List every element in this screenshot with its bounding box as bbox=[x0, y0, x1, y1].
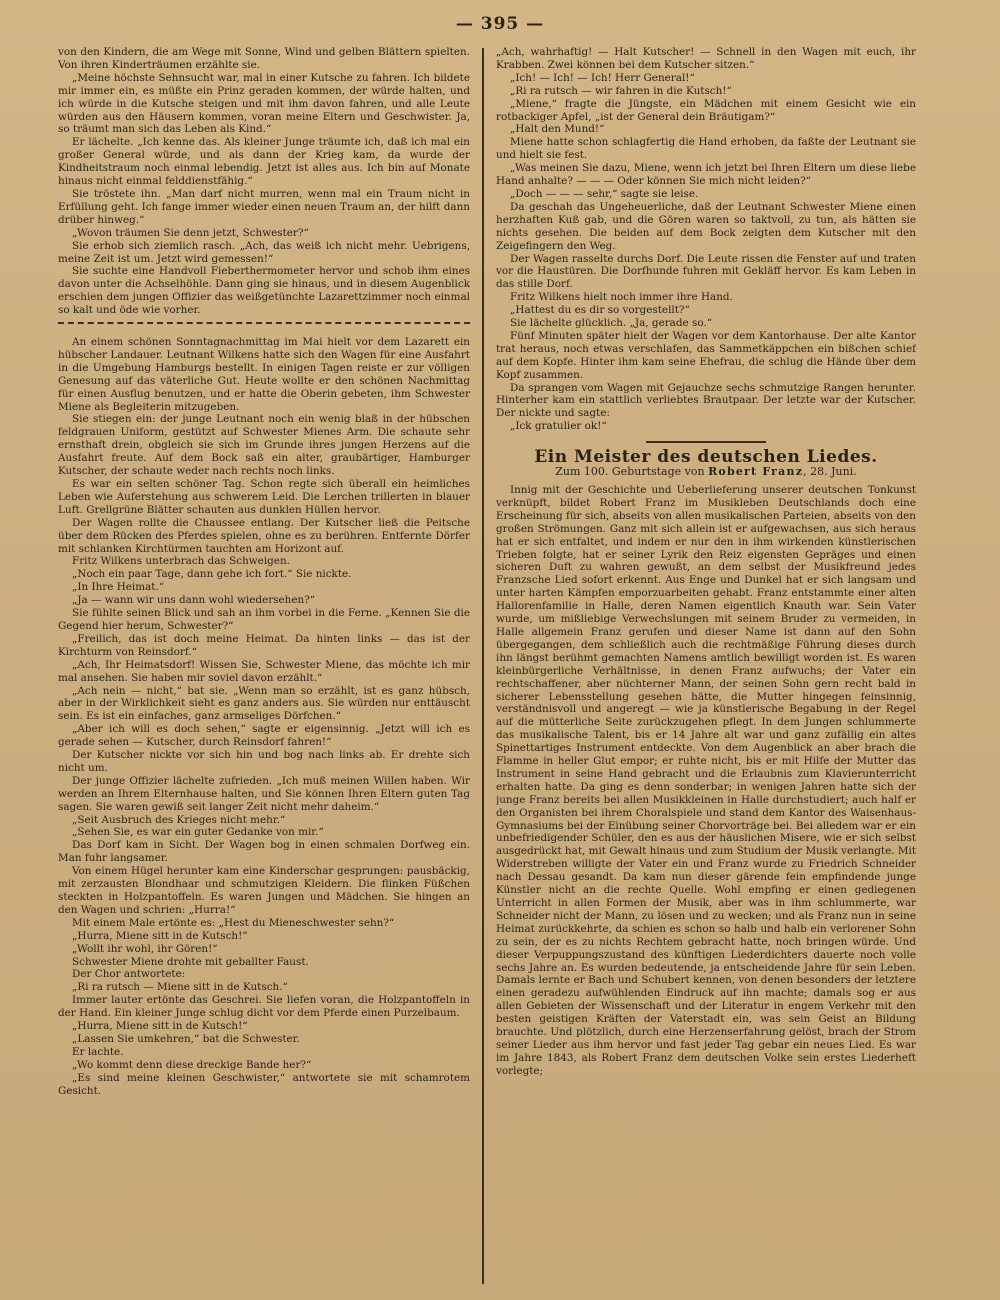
story-continuation bbox=[496, 46, 916, 433]
story-paragraph: Sie suchte eine Handvoll Fieberthermometer hervor und schob ihm eines davon unter die Achselhöhle. Dann ging sie hinaus, und in diesem Augenblick erschien dem jungen Offizier das weißgetünchte Lazarettzimmer noch einmal so kalt und öde wie vorher. bbox=[58, 265, 470, 317]
article-heading bbox=[496, 441, 916, 479]
story-paragraph: „Ri ra rutsch — Miene sitt in de Kutsch.“ bbox=[72, 981, 288, 994]
story-paragraph: Es war ein selten schöner Tag. Schon regte sich überall ein heimliches Leben wie Auferstehung aus schwerem Leid. Die Lerchen trillerten in blauer Luft. Grellgrüne Blätter schauten aus dunklen Hüllen hervor. bbox=[58, 478, 470, 516]
story-paragraph: Da geschah das Ungeheuerliche, daß der Leutnant Schwester Miene einen herzhaften Kuß gab, und die Gören waren so taktvoll, zu tun, als hätten sie nichts gesehen. Die beiden auf dem Bock zeigten dem Kutscher mit den Zeigefingern den Weg. bbox=[496, 200, 916, 252]
story-paragraph: „Hattest du es dir so vorgestellt?“ bbox=[510, 304, 690, 317]
story-paragraph: Sie lächelte glücklich. „Ja, gerade so.“ bbox=[510, 317, 713, 330]
subtitle-suffix: , 28. Juni. bbox=[803, 465, 857, 479]
article-title: Ein Meister des deutschen Liedes. bbox=[534, 447, 878, 468]
story-paragraph: Fritz Wilkens hielt noch immer ihre Hand. bbox=[510, 291, 733, 304]
story-paragraph: von den Kindern, die am Wege mit Sonne, Wind und gelben Blättern spielten. Von ihren Kinderträumen erzählte sie. bbox=[58, 46, 470, 71]
story-paragraph: „Sehen Sie, es war ein guter Gedanke von mir.“ bbox=[72, 826, 324, 839]
story-paragraph: „Ri ra rutsch — wir fahren in die Kutsch!“ bbox=[510, 84, 732, 97]
story-paragraph: Sie fühlte seinen Blick und sah an ihm vorbei in die Ferne. „Kennen Sie die Gegend hier herum, Schwester?“ bbox=[58, 607, 470, 632]
story-paragraph: Der Chor antwortete: bbox=[72, 968, 186, 981]
article-body bbox=[496, 484, 916, 1078]
story-paragraph: „Freilich, das ist doch meine Heimat. Da hinten links — das ist der Kirchturm von Reinsdorf.“ bbox=[58, 632, 470, 658]
story-paragraph: „Ach nein — nicht,“ bat sie. „Wenn man so erzählt, ist es ganz hübsch, aber in der Wirklichkeit sieht es ganz anders aus. Sie würden nur enttäuscht sein. Es ist ein einfaches, ganz armseliges Dörfchen.“ bbox=[58, 684, 470, 723]
story-paragraph: „Noch ein paar Tage, dann gehe ich fort.“ Sie nickte. bbox=[72, 568, 352, 581]
story-paragraph: „Ja — wann wir uns dann wohl wiedersehen?“ bbox=[72, 594, 316, 607]
story-paragraph: An einem schönen Sonntagnachmittag im Mai hielt vor dem Lazarett ein hübscher Landauer. Leutnant Wilkens hatte sich den Wagen für eine Ausfahrt in die Umgebung Hamburgs bestellt. In einigen Tagen reiste er zur völligen Genesung auf das väterliche Gut. Heute wollte er den schönen Nachmittag für einen Ausflug benutzen, und er hatte die Oberin gebeten, ihm Schwester Miene als Begleiterin mitzugeben. bbox=[58, 336, 470, 413]
story-paragraph: „Seit Ausbruch des Krieges nicht mehr.“ bbox=[72, 813, 286, 826]
article-subtitle bbox=[496, 466, 916, 479]
story-paragraph: Das Dorf kam in Sicht. Der Wagen bog in einen schmalen Dorfweg ein. Man fuhr langsamer. bbox=[58, 839, 470, 865]
story-paragraph: „Miene,“ fragte die Jüngste, ein Mädchen mit einem Gesicht wie ein rotbackiger Apfel, „ist der General dein Bräutigam?“ bbox=[496, 97, 916, 123]
column-divider bbox=[482, 48, 484, 1284]
story-paragraph: Sie stiegen ein: der junge Leutnant noch ein wenig blaß in der hübschen feldgrauen Uniform, gestützt auf Schwester Mienes Arm. Die schaute sehr ernsthaft drein, obgleich sie sich im Grunde ihres jungen Herzens auf die Ausfahrt freute. Auf dem Bock saß ein alter, graubärtiger, Hamburger Kutscher, der schaute weder nach rechts noch links. bbox=[58, 413, 470, 478]
story-paragraph: Der Kutscher nickte vor sich hin und bog nach links ab. Er drehte sich nicht um. bbox=[58, 749, 470, 774]
story-paragraph: „Meine höchste Sehnsucht war, mal in einer Kutsche zu fahren. Ich bildete mir immer ein, es müßte ein Prinz geraden kommen, der würde halten, und ich würde in die Kutsche steigen und mit ihm davon fahren, und alle Leute würden aus den Häusern kommen, voran meine Eltern und Geschwister. Ja, so träumt man sich das Leben als Kind.“ bbox=[58, 71, 470, 136]
story-paragraph: Miene hatte schon schlagfertig die Hand erhoben, da faßte der Leutnant sie und hielt sie fest. bbox=[496, 136, 916, 162]
story-paragraph: „Ich! — Ich! — Ich! Herr General!“ bbox=[510, 71, 695, 84]
story-paragraph: „Was meinen Sie dazu, Miene, wenn ich jetzt bei Ihren Eltern um diese liebe Hand anhalte? — — — Oder können Sie mich nicht leiden?“ bbox=[496, 162, 916, 188]
title-rule bbox=[646, 441, 766, 443]
story-paragraph: „Wovon träumen Sie denn jetzt, Schwester?“ bbox=[72, 226, 309, 239]
story-paragraph: Von einem Hügel herunter kam eine Kinderschar gesprungen: pausbäckig, mit zerzausten Blondhaar und schmutzigen Kleidern. Die flinken Füßchen steckten in Holzpantoffeln. Es waren Jungen und Mädchen. Sie hingen an den Wagen und schrien: „Hurra!“ bbox=[58, 865, 470, 916]
page-number: — 395 — bbox=[455, 14, 545, 34]
subtitle-name: Robert Franz bbox=[708, 465, 804, 479]
story-paragraph: Mit einem Male ertönte es: „Hest du Mieneschwester sehn?“ bbox=[72, 916, 395, 929]
story-paragraph: Er lächelte. „Ich kenne das. Als kleiner Junge träumte ich, daß ich mal ein großer General würde, und als dann der Krieg kam, da wurde der Kindheitstraum noch einmal lebendig. Jetzt ist alles aus. Ich bin auf Monate hinaus nicht einmal felddienstfähig.“ bbox=[58, 136, 470, 188]
story-paragraph: „Es sind meine kleinen Geschwister,“ antwortete sie mit schamrotem Gesicht. bbox=[58, 1071, 470, 1097]
story-paragraph: „Ach, Ihr Heimatsdorf! Wissen Sie, Schwester Miene, das möchte ich mir mal ansehen. Sie haben mir soviel davon erzählt.“ bbox=[58, 658, 470, 684]
story-paragraph: „Wollt ihr wohl, ihr Gören!“ bbox=[72, 942, 218, 955]
story-paragraph: Der Wagen rollte die Chaussee entlang. Der Kutscher ließ die Peitsche über dem Rücken des Pferdes spielen, ohne es zu berühren. Entfernte Dörfer mit schlanken Kirchtürmen tauchten am Horizont auf. bbox=[58, 516, 470, 555]
story-paragraph: „Hurra, Miene sitt in de Kutsch!“ bbox=[72, 929, 248, 942]
story-paragraph: Sie tröstete ihn. „Man darf nicht murren, wenn mal ein Traum nicht in Erfüllung geht. Ich fange immer wieder einen neuen Traum an, der hilft dann drüber hinweg.“ bbox=[58, 187, 470, 226]
story-paragraph: „Aber ich will es doch sehen,“ sagte er eigensinnig. „Jetzt will ich es gerade sehen — Kutscher, durch Reinsdorf fahren!“ bbox=[58, 723, 470, 749]
story-paragraph: Immer lauter ertönte das Geschrei. Sie liefen voran, die Holzpantoffeln in der Hand. Ein kleiner Junge schlug dicht vor dem Pferde einen Purzelbaum. bbox=[58, 994, 470, 1020]
story-paragraph: Da sprangen vom Wagen mit Gejauchze sechs schmutzige Rangen herunter. Hinterher kam ein stattlich verliebtes Brautpaar. Der letzte war der Kutscher. Der nickte und sagte: bbox=[496, 381, 916, 420]
story-paragraph: Der Wagen rasselte durchs Dorf. Die Leute rissen die Fenster auf und traten vor die Haustüren. Die Dorfhunde fuhren mit Gekläff hervor. Es kam Leben in das stille Dorf. bbox=[496, 252, 916, 291]
story-paragraph: Fünf Minuten später hielt der Wagen vor dem Kantorhause. Der alte Kantor trat heraus, noch etwas verschlafen, das Sammetkäppchen ein bißchen schief auf dem Kopfe. Hinter ihm kam seine Ehefrau, die schlug die Hände über dem Kopf zusammen. bbox=[496, 329, 916, 381]
story-paragraph: „Halt den Mund!“ bbox=[510, 123, 605, 136]
left-column bbox=[58, 46, 470, 1284]
story-paragraph: „Hurra, Miene sitt in de Kutsch!“ bbox=[72, 1020, 248, 1033]
story-paragraph: Er lachte. bbox=[72, 1045, 124, 1058]
story-paragraph: „Doch — — — sehr,“ sagte sie leise. bbox=[510, 187, 699, 200]
story-paragraph: Fritz Wilkens unterbrach das Schweigen. bbox=[72, 555, 290, 568]
story-paragraph: „Lassen Sie umkehren,“ bat die Schwester. bbox=[72, 1032, 300, 1045]
article-paragraph: Innig mit der Geschichte und Ueberlieferung unserer deutschen Tonkunst verknüpft, bildet Robert Franz im Musikleben Deutschlands doch eine Erscheinung für sich, abseits von allen musikalischen Parteien, abseits von den großen Strömungen. Ganz mit sich allein ist er aufgewachsen, aus sich heraus hat er sich entfaltet, und indem er nur den in ihm wirkenden künstlerischen Trieben folgte, hat er seiner Lyrik den Reiz eigensten Gepräges und einen sicheren Duft zu wahren gewußt, an dem selbst der Musikfreund jedes Franzsche Lied sofort erkennt. Aus Enge und Dunkel hat er sich langsam und unter harten Kämpfen emporzuarbeiten gehabt. Franz entstammte einer alten Hallorenfamilie in Halle, deren Namen eigentlich Knauth war. Sein Vater wurde, um mißliebige Verwechslungen mit seinem Bruder zu vermeiden, in Halle allgemein Franz gerufen und dieser Name ist dann auf den Sohn übergegangen, dem schließlich auch die rechtmäßige Führung dieses durch ihn längst berühmt gemachten Namens amtlich bewilligt worden ist. Es waren kleinbürgerliche Verhältnisse, in denen Franz aufwuchs; der Vater ein rechtschaffener, aber nüchterner Mann, der seinen Sohn gern recht bald in sicherer Lebensstellung gesehen hätte, die Mutter hingegen feinsinnig, verständnisvoll und angeregt — wie ja künstlerische Begabung in der Regel auf die mütterliche Seite zurückzugehen pflegt. In dem Jungen schlummerte das musikalische Talent, bis er 14 Jahre alt war und ganz zufällig ein altes Spinettartiges Instrument entdeckte. Von dem Augenblick an aber brach die Flamme in heller Glut empor; er ruhte nicht, bis er mit Hilfe der Mutter das Instrument in seine Hand gebracht und die Erlaubnis zum Klavierunterricht erhalten hatte. Da ging es denn sonderbar; in wenigen Jahren hatte sich der junge Franz bereits bei allen Musikkleinen in Halle durchstudiert; auch half er den Organisten bei ihrem Choralspiele und stand dem Kantor des Waisenhaus-Gymnasiums bei der Einübung seiner Chorvorträge bei. Bei alledem war er ein unbefriedigender Schüler, den es aus der häuslichen Misere, wie er sich selbst ausgedrückt hat, mit Gewalt hinaus und zum Studium der Musik verlangte. Mit Widerstreben willigte der Vater ein und Franz wurde zu Friedrich Schneider nach Dessau gesandt. Da kam nun dieser gärende fein empfindende junge Künstler nicht an die rechte Quelle. Wohl empfing er einen gediegenen Unterricht in allen Formen der Musik, aber was in ihm schlummerte, war Schneider nicht der Mann, zu lösen und zu wecken; und als Franz nun in seine Heimat zurückkehrte, da schien es schon so halb und halb ein verlorener Sohn zu sein, der es zu nichts Rechtem gebracht hatte, noch bringen würde. Und dieser Verpuppungszustand des künftigen Liederdichters dauerte noch volle sechs Jahre an. Es wurden bedeutende, ja entscheidende Jahre für sein Leben. Damals lernte er Bach und Schubert kennen, von denen besonders der letztere einen geradezu aufwühlenden Eindruck auf ihn machte; damals sog er aus allen Gebieten der Wissenschaft und der Literatur in engem Verkehr mit den besten geistigen Kräften der Vaterstadt ein, was sein Geist an Bildung brauchte. Und plötzlich, durch eine Herzenserfahrung gelöst, brach der Strom seiner Lieder aus ihm hervor und fast jeder Tag gebar ein neues Lied. Es war im Jahre 1843, als Robert Franz dem deutschen Volke sein erstes Liederheft vorlegte; bbox=[496, 484, 916, 1077]
subtitle-prefix: Zum 100. Geburtstage von bbox=[555, 465, 705, 479]
story-paragraph: Sie erhob sich ziemlich rasch. „Ach, das weiß ich nicht mehr. Uebrigens, meine Zeit ist um. Jetzt wird gemessen!“ bbox=[58, 239, 470, 265]
story-paragraph: „Ick gratulier ok!“ bbox=[510, 420, 607, 433]
right-column bbox=[496, 46, 916, 1284]
story-paragraph: „Ach, wahrhaftig! — Halt Kutscher! — Schnell in den Wagen mit euch, ihr Krabben. Zwei können bei dem Kutscher sitzen.“ bbox=[496, 46, 916, 71]
section-separator bbox=[58, 322, 470, 332]
story-paragraph: „Wo kommt denn diese dreckige Bande her?“ bbox=[72, 1058, 312, 1071]
story-paragraph: Der junge Offizier lächelte zufrieden. „Ich muß meinen Willen haben. Wir werden an Ihrem Elternhause halten, und Sie können Ihren Eltern guten Tag sagen. Sie waren gewiß seit langer Zeit nicht mehr daheim.“ bbox=[58, 774, 470, 813]
story-paragraph: Schwester Miene drohte mit geballter Faust. bbox=[72, 955, 309, 968]
story-paragraph: „In Ihre Heimat.“ bbox=[72, 581, 165, 594]
